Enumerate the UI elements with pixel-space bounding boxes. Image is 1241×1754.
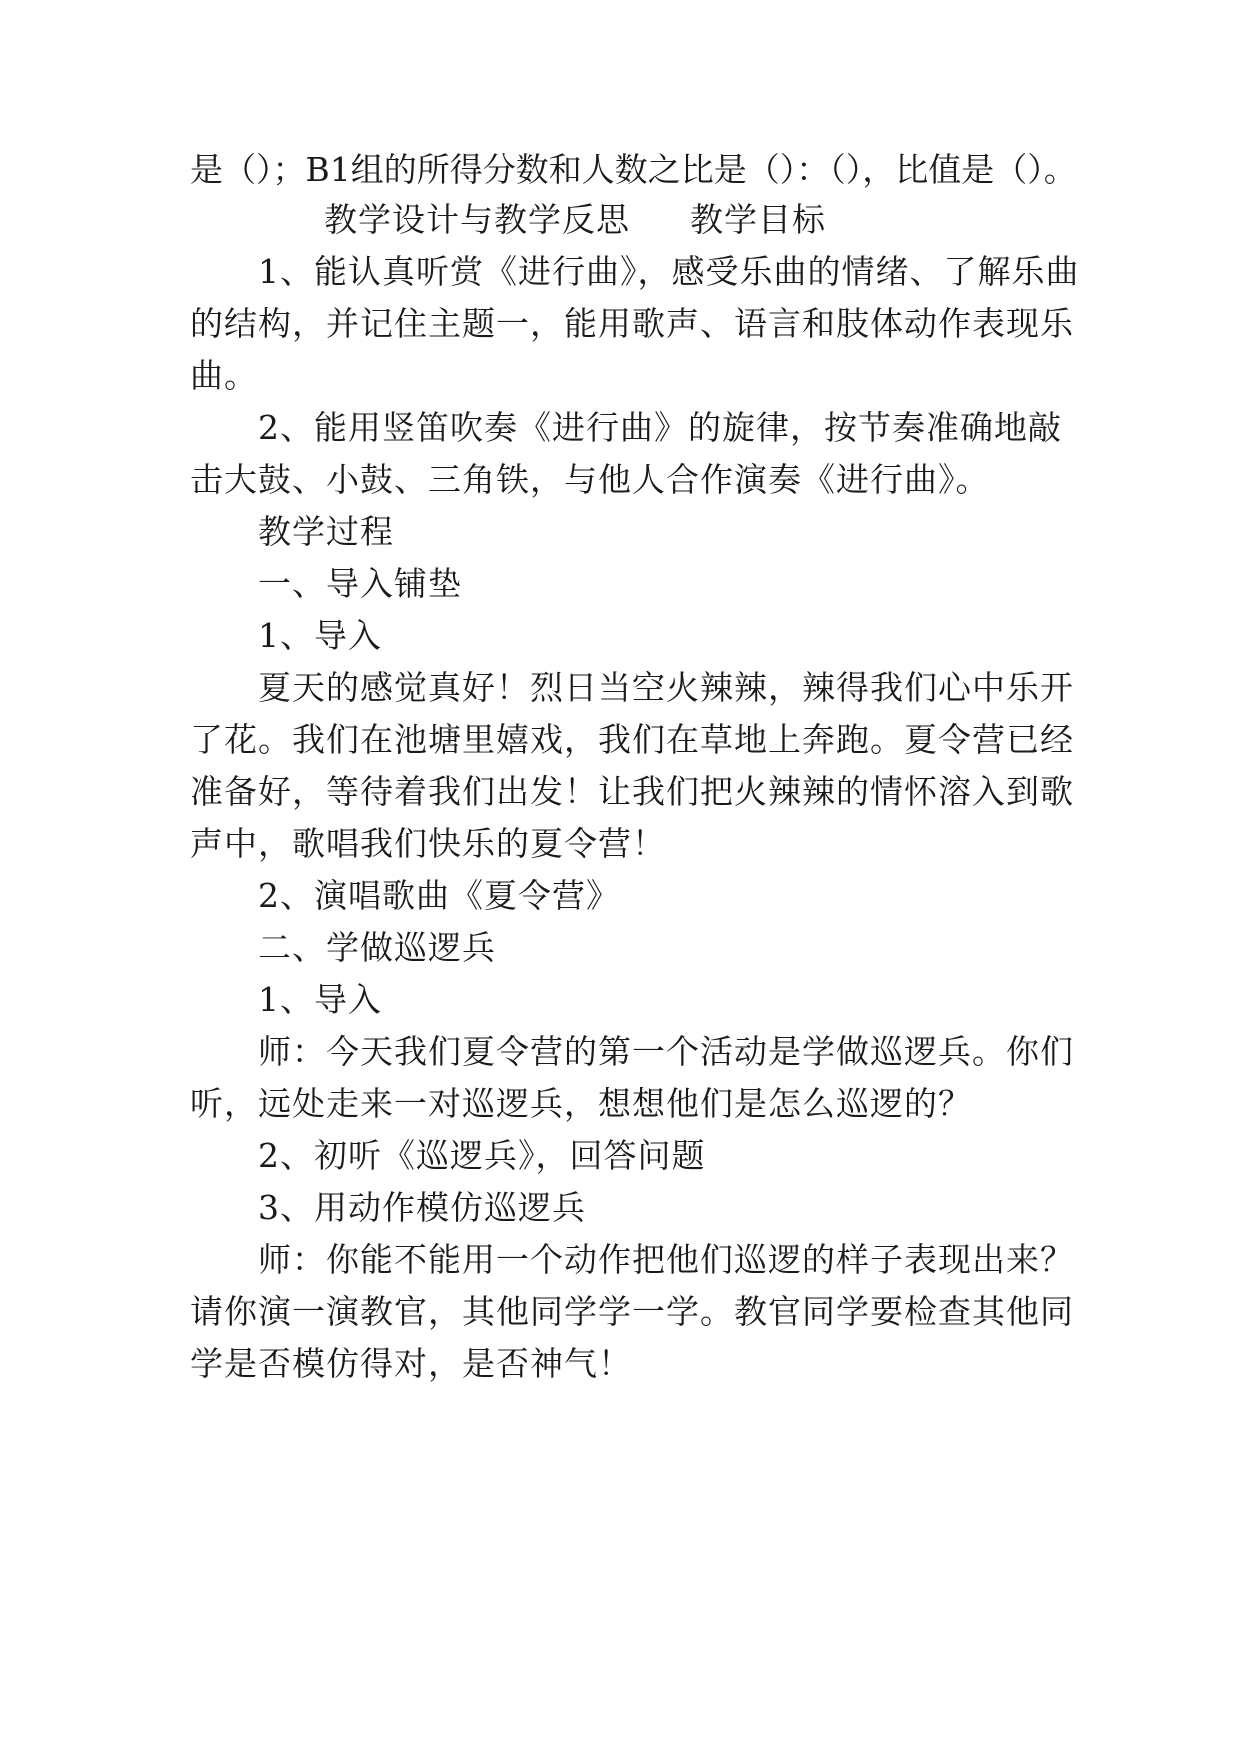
paragraph-line: 声中，歌唱我们快乐的夏令营！	[190, 824, 666, 863]
paragraph-line: 1、能认真听赏《进行曲》，感受乐曲的情绪、了解乐曲	[258, 252, 1080, 291]
section-heading: 教学过程	[258, 512, 394, 551]
paragraph-line: 了花。我们在池塘里嬉戏，我们在草地上奔跑。夏令营已经	[190, 720, 1074, 759]
paragraph-line: 准备好，等待着我们出发！让我们把火辣辣的情怀溶入到歌	[190, 772, 1074, 811]
paragraph-line: 学是否模仿得对，是否神气！	[190, 1344, 632, 1383]
section-heading: 2、初听《巡逻兵》，回答问题	[258, 1136, 706, 1175]
paragraph-line: 夏天的感觉真好！烈日当空火辣辣，辣得我们心中乐开	[258, 668, 1074, 707]
section-heading: 3、用动作模仿巡逻兵	[258, 1188, 586, 1227]
paragraph-line: 请你演一演教官，其他同学学一学。教官同学要检查其他同	[190, 1292, 1074, 1331]
section-heading: 教学目标	[690, 200, 826, 239]
paragraph-line: 是（）；B1组的所得分数和人数之比是（）：（），比值是（）。	[190, 150, 1077, 189]
paragraph-line: 的结构，并记住主题一，能用歌声、语言和肢体动作表现乐	[190, 304, 1074, 343]
paragraph-line: 击大鼓、小鼓、三角铁，与他人合作演奏《进行曲》。	[190, 460, 990, 499]
section-heading: 一、导入铺垫	[258, 564, 462, 603]
section-heading: 1、导入	[258, 616, 382, 655]
section-heading: 教学设计与教学反思	[324, 200, 630, 239]
section-heading: 二、学做巡逻兵	[258, 928, 496, 967]
section-heading: 2、演唱歌曲《夏令营》	[258, 876, 620, 915]
paragraph-line: 曲。	[190, 356, 258, 395]
paragraph-line: 听，远处走来一对巡逻兵，想想他们是怎么巡逻的？	[190, 1084, 972, 1123]
paragraph-line: 师：你能不能用一个动作把他们巡逻的样子表现出来？	[258, 1240, 1074, 1279]
paragraph-line: 师：今天我们夏令营的第一个活动是学做巡逻兵。你们	[258, 1032, 1074, 1071]
section-heading: 1、导入	[258, 980, 382, 1019]
paragraph-line: 2、能用竖笛吹奏《进行曲》的旋律，按节奏准确地敲	[258, 408, 1062, 447]
